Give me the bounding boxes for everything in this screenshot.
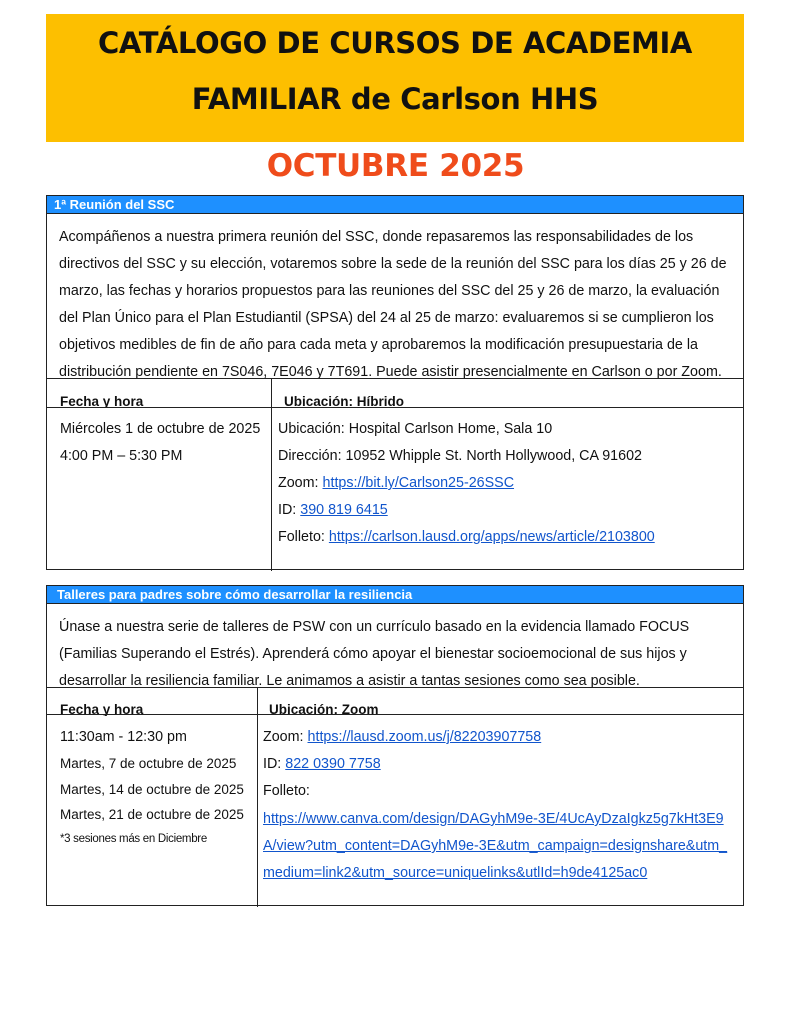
address-label: Dirección:	[278, 448, 342, 464]
workshop-date: Martes, 21 de octubre de 2025	[60, 807, 244, 822]
date-time-header: Fecha y hora	[60, 395, 144, 408]
table-row	[47, 714, 743, 907]
flyer-label: Folleto:	[278, 529, 325, 545]
meeting-id-label: ID:	[263, 756, 282, 772]
flyer-link[interactable]: https://www.canva.com/design/DAGyhM9e-3E/4UcAyDzaIgkz5g7kHt3E9A/view?utm_content=DAGyhM9e-3E&utm_campaign=designshare&utm_medium=link2&utm_source=uniquelinks&utlId=h9de4125ac0	[263, 811, 728, 881]
meeting-id-line	[278, 497, 743, 524]
resilience-workshops-section	[46, 585, 744, 906]
flyer-label: Folleto:	[263, 783, 310, 799]
catalog-title-line1: CATÁLOGO DE CURSOS DE ACADEMIA	[98, 26, 692, 60]
section-title: Talleres para padres sobre cómo desarrollar la resiliencia	[47, 586, 743, 604]
ssc-meeting-section	[46, 195, 744, 570]
catalog-banner	[46, 14, 744, 142]
meeting-time: 4:00 PM – 5:30 PM	[60, 448, 183, 464]
location-value: Hospital Carlson Home, Sala 10	[348, 421, 553, 437]
section-description: Únase a nuestra serie de talleres de PSW con un currículo basado en la evidencia llamado FOCUS (Familias Superando el Estrés). Aprenderá cómo apoyar el bienestar socioemocional de sus hijos y desarrollar la resiliencia familiar. Le animamos a asistir a tantas sesiones como sea posible.	[59, 619, 690, 687]
meeting-id-link[interactable]: 390 819 6415	[300, 502, 388, 518]
date-time-header: Fecha y hora	[60, 703, 144, 716]
address-value: 10952 Whipple St. North Hollywood, CA 91602	[345, 448, 642, 464]
table-row	[47, 407, 743, 571]
zoom-line	[263, 724, 735, 751]
sessions-note: *3 sesiones más en Diciembre	[60, 832, 207, 845]
table-header-row	[47, 378, 743, 407]
zoom-link[interactable]: https://bit.ly/Carlson25-26SSC	[322, 475, 515, 491]
workshop-date: Martes, 14 de octubre de 2025	[60, 781, 244, 797]
month-heading: OCTUBRE 2025	[266, 148, 525, 184]
catalog-title-line2: FAMILIAR de Carlson HHS	[191, 82, 599, 116]
location-line	[278, 416, 743, 443]
zoom-label: Zoom:	[263, 729, 304, 745]
section-description: Acompáñenos a nuestra primera reunión del SSC, donde repasaremos las responsabilidades de los directivos del SSC y su elección, votaremos sobre la sede de la reunión del SSC para los días 25 y 26 de marzo, las fechas y horarios propuestos para las reuniones del SSC del 25 y 26 de marzo, la evaluación del Plan Único para el Plan Estudiantil (SPSA) del 24 al 25 de marzo: evaluaremos si se cumplieron los objetivos medibles de fin de año para cada meta y aprobaremos la modificación presupuestaria de la distribución pendiente en 7S046, 7E046 y 7T691. Puede asistir presencialmente en Carlson o por Zoom.	[59, 229, 727, 378]
zoom-line	[278, 470, 743, 497]
zoom-link[interactable]: https://lausd.zoom.us/j/82203907758	[307, 729, 542, 745]
location-header: Ubicación: Híbrido	[284, 395, 405, 408]
flyer-line	[278, 524, 743, 551]
workshop-time: 11:30am - 12:30 pm	[60, 729, 187, 745]
table-header-row	[47, 687, 743, 714]
zoom-label: Zoom:	[278, 475, 319, 491]
meeting-id-link[interactable]: 822 0390 7758	[285, 756, 381, 772]
workshop-date: Martes, 7 de octubre de 2025	[60, 756, 237, 771]
flyer-link[interactable]: https://carlson.lausd.org/apps/news/article/2103800	[328, 529, 655, 545]
location-header: Ubicación: Zoom	[269, 703, 379, 716]
meeting-id-label: ID:	[278, 502, 297, 518]
address-line	[278, 443, 743, 470]
meeting-date: Miércoles 1 de octubre de 2025	[60, 421, 261, 437]
location-label: Ubicación:	[278, 421, 345, 437]
section-title: 1ª Reunión del SSC	[47, 196, 743, 214]
meeting-id-line	[263, 751, 735, 778]
